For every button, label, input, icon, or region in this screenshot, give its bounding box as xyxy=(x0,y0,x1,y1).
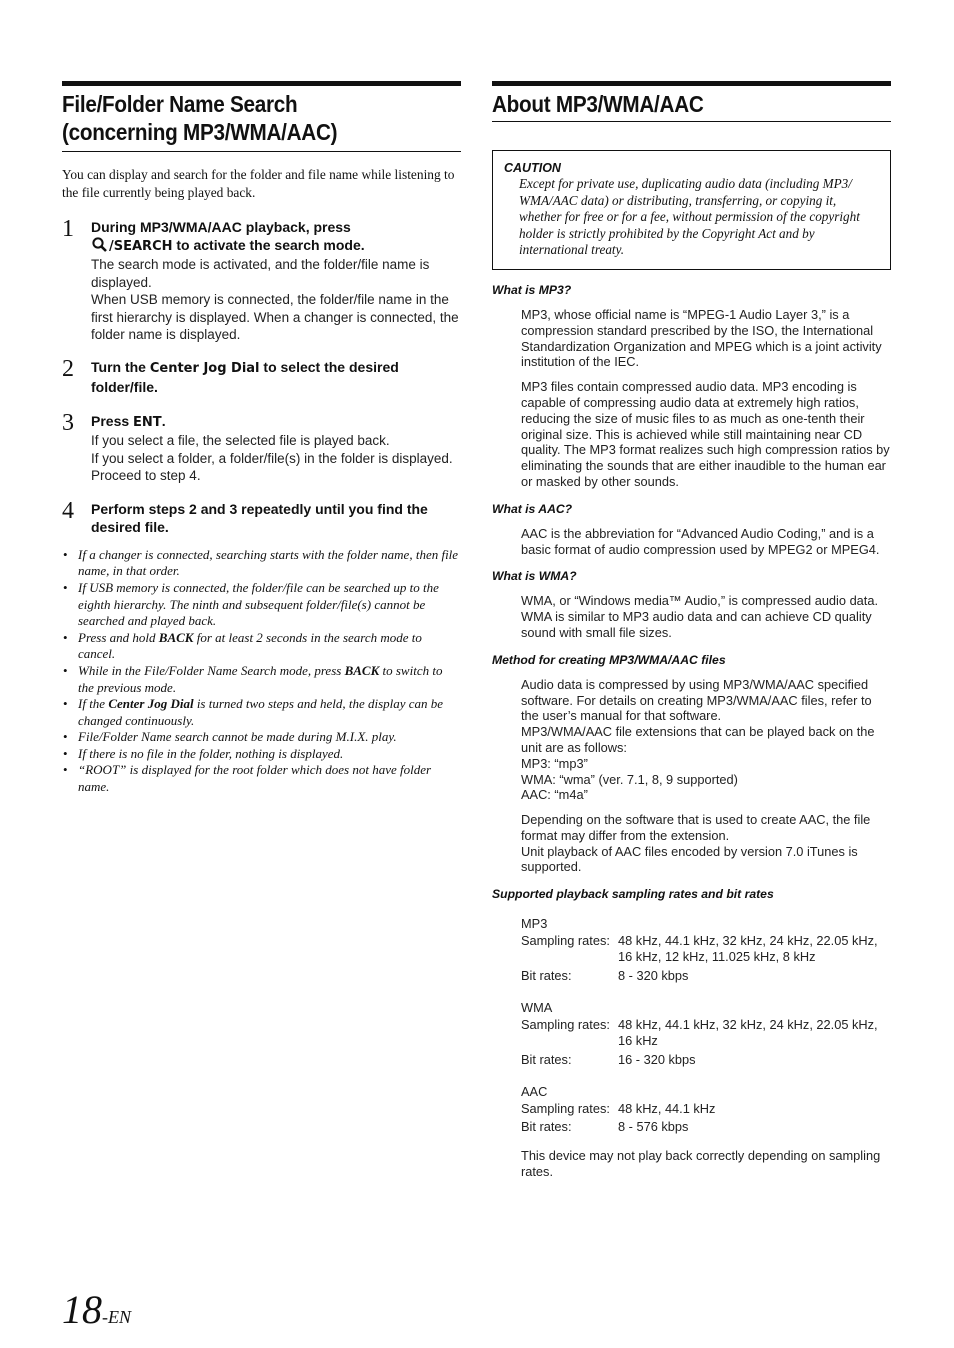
rate-block-mp3 xyxy=(492,916,891,984)
rate-block-wma xyxy=(492,1000,891,1068)
format-name: MP3 xyxy=(521,916,548,932)
section-title: File/Folder Name Search (concerning MP3/WMA/AAC) xyxy=(62,91,338,145)
back-label: BACK xyxy=(158,629,194,645)
wma-paragraph: WMA, or “Windows media™ Audio,” is compressed audio data. WMA is similar to MP3 audio data and can achieve CD quality sound with small file sizes. xyxy=(521,593,879,640)
method-paragraph: Depending on the software that is used to create AAC, the file format may differ from the extension. Unit playback of AAC files encoded by version 7.0 iTunes is supported. xyxy=(521,812,871,875)
step-1 xyxy=(62,218,461,344)
aac-paragraph: AAC is the abbreviation for “Advanced Audio Coding,” and is a basic format of audio compression used by MPEG2 or MPEG4. xyxy=(521,525,880,557)
bitrate-row: Bit rates: 8 - 576 kbps xyxy=(521,1119,689,1135)
note-item: • If a changer is connected, searching starts with the folder name, then file name, in that order. xyxy=(62,547,461,580)
section-title: About MP3/WMA/AAC xyxy=(492,91,704,117)
caution-title: CAUTION xyxy=(504,161,561,175)
page-suffix: -EN xyxy=(102,1307,131,1327)
sampling-row: Sampling rates: 48 kHz, 44.1 kHz, 32 kHz, 24 kHz, 22.05 kHz, 16 kHz xyxy=(521,1016,878,1049)
note-item: • Press and hold BACK for at least 2 seconds in the search mode to cancel. xyxy=(62,630,461,663)
step-number: 2 xyxy=(62,355,74,382)
rate-block-aac xyxy=(492,1084,891,1136)
step-body: The search mode is activated, and the folder/file name is displayed. xyxy=(91,257,430,290)
sampling-row: Sampling rates: 48 kHz, 44.1 kHz, 32 kHz, 24 kHz, 22.05 kHz, 16 kHz, 12 kHz, 11.025 kHz, 8 kHz xyxy=(521,932,878,965)
step-heading: Perform steps 2 and 3 repeatedly until you find the desired file. xyxy=(91,500,428,535)
note-item: • File/Folder Name search cannot be made during M.I.X. play. xyxy=(62,729,461,746)
rates-heading: Supported playback sampling rates and bit rates xyxy=(492,887,774,902)
mp3-paragraph: MP3 files contain compressed audio data. MP3 encoding is capable of compressing audio data at extremely high ratios, reducing the size of music files to as much as one-tenth their original size. This is achieved while still maintaining near CD quality. The MP3 format realizes such high compression ratios by eliminating the sounds that are either inaudible to the human ear or masked by other sounds. xyxy=(521,379,890,489)
notes-list xyxy=(62,547,461,796)
mp3-heading: What is MP3? xyxy=(492,282,572,297)
step-3 xyxy=(62,409,461,485)
rates-note: This device may not play back correctly depending on sampling rates. xyxy=(521,1147,881,1179)
caution-box xyxy=(492,150,891,270)
search-button-label: /SEARCH xyxy=(109,239,173,254)
section-top-rule xyxy=(492,81,891,86)
step-heading: Press ENT. xyxy=(91,412,166,430)
title-underline xyxy=(62,151,461,152)
note-item: • “ROOT” is displayed for the root folder which does not have folder name. xyxy=(62,762,461,795)
wma-heading: What is WMA? xyxy=(492,569,577,584)
step-2 xyxy=(62,355,461,396)
step-number: 4 xyxy=(62,497,74,524)
note-item: • If USB memory is connected, the folder/file can be searched up to the eighth hierarchy. The ninth and subsequent folder/file(s) cannot be searched and played back. xyxy=(62,580,461,630)
step-body: If you select a folder, a folder/file(s) in the folder is displayed. Proceed to step 4. xyxy=(91,450,453,484)
method-heading: Method for creating MP3/WMA/AAC files xyxy=(492,652,726,667)
step-body: When USB memory is connected, the folder/file name in the first hierarchy is displayed. When a changer is connected, the folder name is displayed. xyxy=(91,292,459,343)
sampling-row: Sampling rates: 48 kHz, 44.1 kHz xyxy=(521,1100,716,1116)
search-icon xyxy=(91,237,109,253)
note-item: • If the Center Jog Dial is turned two steps and held, the display can be changed continuously. xyxy=(62,696,461,729)
bitrate-row: Bit rates: 8 - 320 kbps xyxy=(521,967,689,983)
method-paragraph: Audio data is compressed by using MP3/WMA/AAC specified software. For details on creating MP3/WMA/AAC files, refer to the user’s manual for that software. MP3/WMA/AAC file extensions that can be played back on the unit are as follows: MP3: “mp3” WMA: “wma” (ver. 7.1, 8, 9 supported) AAC: “m4a” xyxy=(521,676,875,803)
right-column xyxy=(492,81,891,1179)
note-item: • While in the File/Folder Name Search mode, press BACK to switch to the previous mode. xyxy=(62,663,461,696)
step-4 xyxy=(62,497,461,536)
step-heading: Turn the Center Jog Dial to select the desired folder/file. xyxy=(91,358,399,395)
bitrate-row: Bit rates: 16 - 320 kbps xyxy=(521,1051,696,1067)
format-name: AAC xyxy=(521,1084,548,1100)
aac-heading: What is AAC? xyxy=(492,501,573,516)
step-number: 1 xyxy=(62,216,74,242)
mp3-paragraph: MP3, whose official name is “MPEG-1 Audio Layer 3,” is a compression standard prescribed by the ISO, the International Standardization Organization and MPEG which is a joint activity institution of the IEC. xyxy=(521,306,882,370)
step-heading: During MP3/WMA/AAC playback, press /SEARCH to activate the search mode. xyxy=(91,219,365,254)
page-number: 18-EN xyxy=(62,1287,131,1332)
format-name: WMA xyxy=(521,1000,553,1016)
step-number: 3 xyxy=(62,409,74,436)
section-top-rule xyxy=(62,81,461,86)
note-item: • If there is no file in the folder, nothing is displayed. xyxy=(62,746,461,763)
intro-text: You can display and search for the folder and file name while listening to the file currently being played back. xyxy=(62,167,455,200)
left-column xyxy=(62,81,461,796)
center-jog-dial-label: Center Jog Dial xyxy=(108,696,194,712)
step-body: If you select a file, the selected file is played back. xyxy=(91,432,390,448)
ent-button-label: ENT xyxy=(133,414,162,430)
caution-text: Except for private use, duplicating audio data (including MP3/ WMA/AAC data) or distributing, transferring, or copying it, whether for free or for a fee, without permission of the copyright holder is strictly prohibited by the Copyright Act and by international treaty. xyxy=(519,176,860,258)
center-jog-dial-label: Center Jog Dial xyxy=(149,360,260,376)
title-underline xyxy=(492,121,891,122)
back-label: BACK xyxy=(344,662,380,678)
